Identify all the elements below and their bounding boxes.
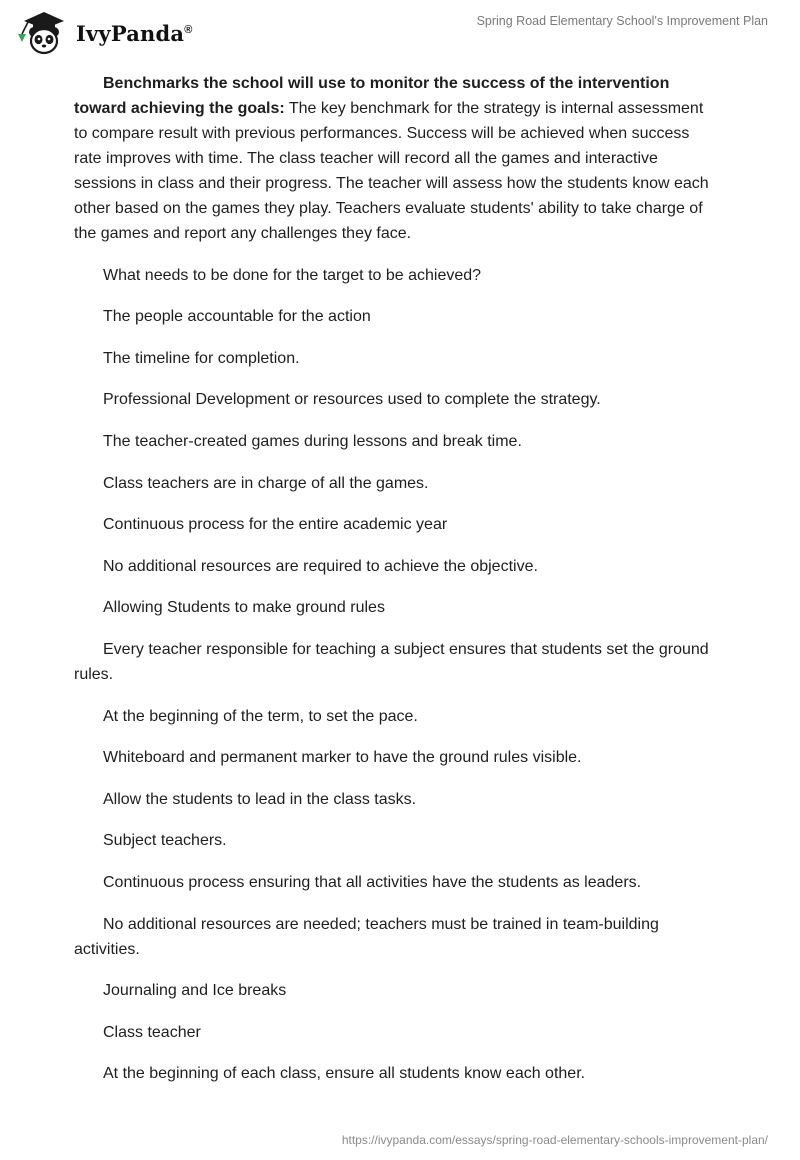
ivypanda-logo[interactable] bbox=[14, 8, 193, 56]
body-paragraph: Whiteboard and permanent marker to have the ground rules visible. bbox=[103, 749, 582, 767]
source-url[interactable]: https://ivypanda.com/essays/spring-road-elementary-schools-improvement-plan/ bbox=[341, 1133, 768, 1147]
body-paragraph: The teacher-created games during lessons and break time. bbox=[103, 432, 522, 450]
document-title: Spring Road Elementary School's Improvement Plan bbox=[476, 14, 768, 28]
body-paragraph: No additional resources are required to achieve the objective. bbox=[103, 557, 538, 575]
benchmarks-heading: Benchmarks the school will use to monitor the success of the intervention toward achieving the goals: bbox=[74, 75, 670, 117]
body-paragraph: Allow the students to lead in the class tasks. bbox=[103, 790, 417, 808]
benchmarks-text: The key benchmark for the strategy is internal assessment to compare result with previous performances. Success will be achieved when success rate improves with time. The class teacher will record all the games and interactive sessions in class and their progress. The teacher will assess how the students know each other based on the games they play. Teachers evaluate students' ability to take charge of the games and report any challenges they face. bbox=[74, 100, 709, 242]
essay-body bbox=[74, 71, 714, 1086]
body-paragraph: Class teacher bbox=[103, 1023, 201, 1041]
body-paragraph: Professional Development or resources used to complete the strategy. bbox=[103, 391, 601, 409]
body-paragraph: Continuous process ensuring that all activities have the students as leaders. bbox=[103, 873, 642, 891]
panda-graduate-icon bbox=[14, 8, 74, 56]
page-header bbox=[0, 0, 800, 60]
body-paragraph: No additional resources are needed; teachers must be trained in team-building activities. bbox=[74, 915, 659, 958]
body-paragraph: Allowing Students to make ground rules bbox=[103, 599, 385, 617]
body-paragraph: Continuous process for the entire academic year bbox=[103, 516, 448, 534]
brand-name: IvyPanda® bbox=[76, 20, 193, 46]
body-paragraph: What needs to be done for the target to be achieved? bbox=[103, 266, 482, 284]
body-paragraph: The people accountable for the action bbox=[103, 308, 371, 326]
body-paragraph: Class teachers are in charge of all the games. bbox=[103, 474, 429, 492]
body-paragraph: At the beginning of each class, ensure all students know each other. bbox=[103, 1065, 586, 1083]
body-paragraph: The timeline for completion. bbox=[103, 349, 300, 367]
body-paragraph: At the beginning of the term, to set the pace. bbox=[103, 707, 418, 725]
body-paragraph: Every teacher responsible for teaching a subject ensures that students set the ground rules. bbox=[74, 640, 709, 683]
body-paragraph: Journaling and Ice breaks bbox=[103, 982, 287, 1000]
benchmarks-paragraph bbox=[74, 71, 714, 246]
body-paragraph: Subject teachers. bbox=[103, 832, 227, 850]
